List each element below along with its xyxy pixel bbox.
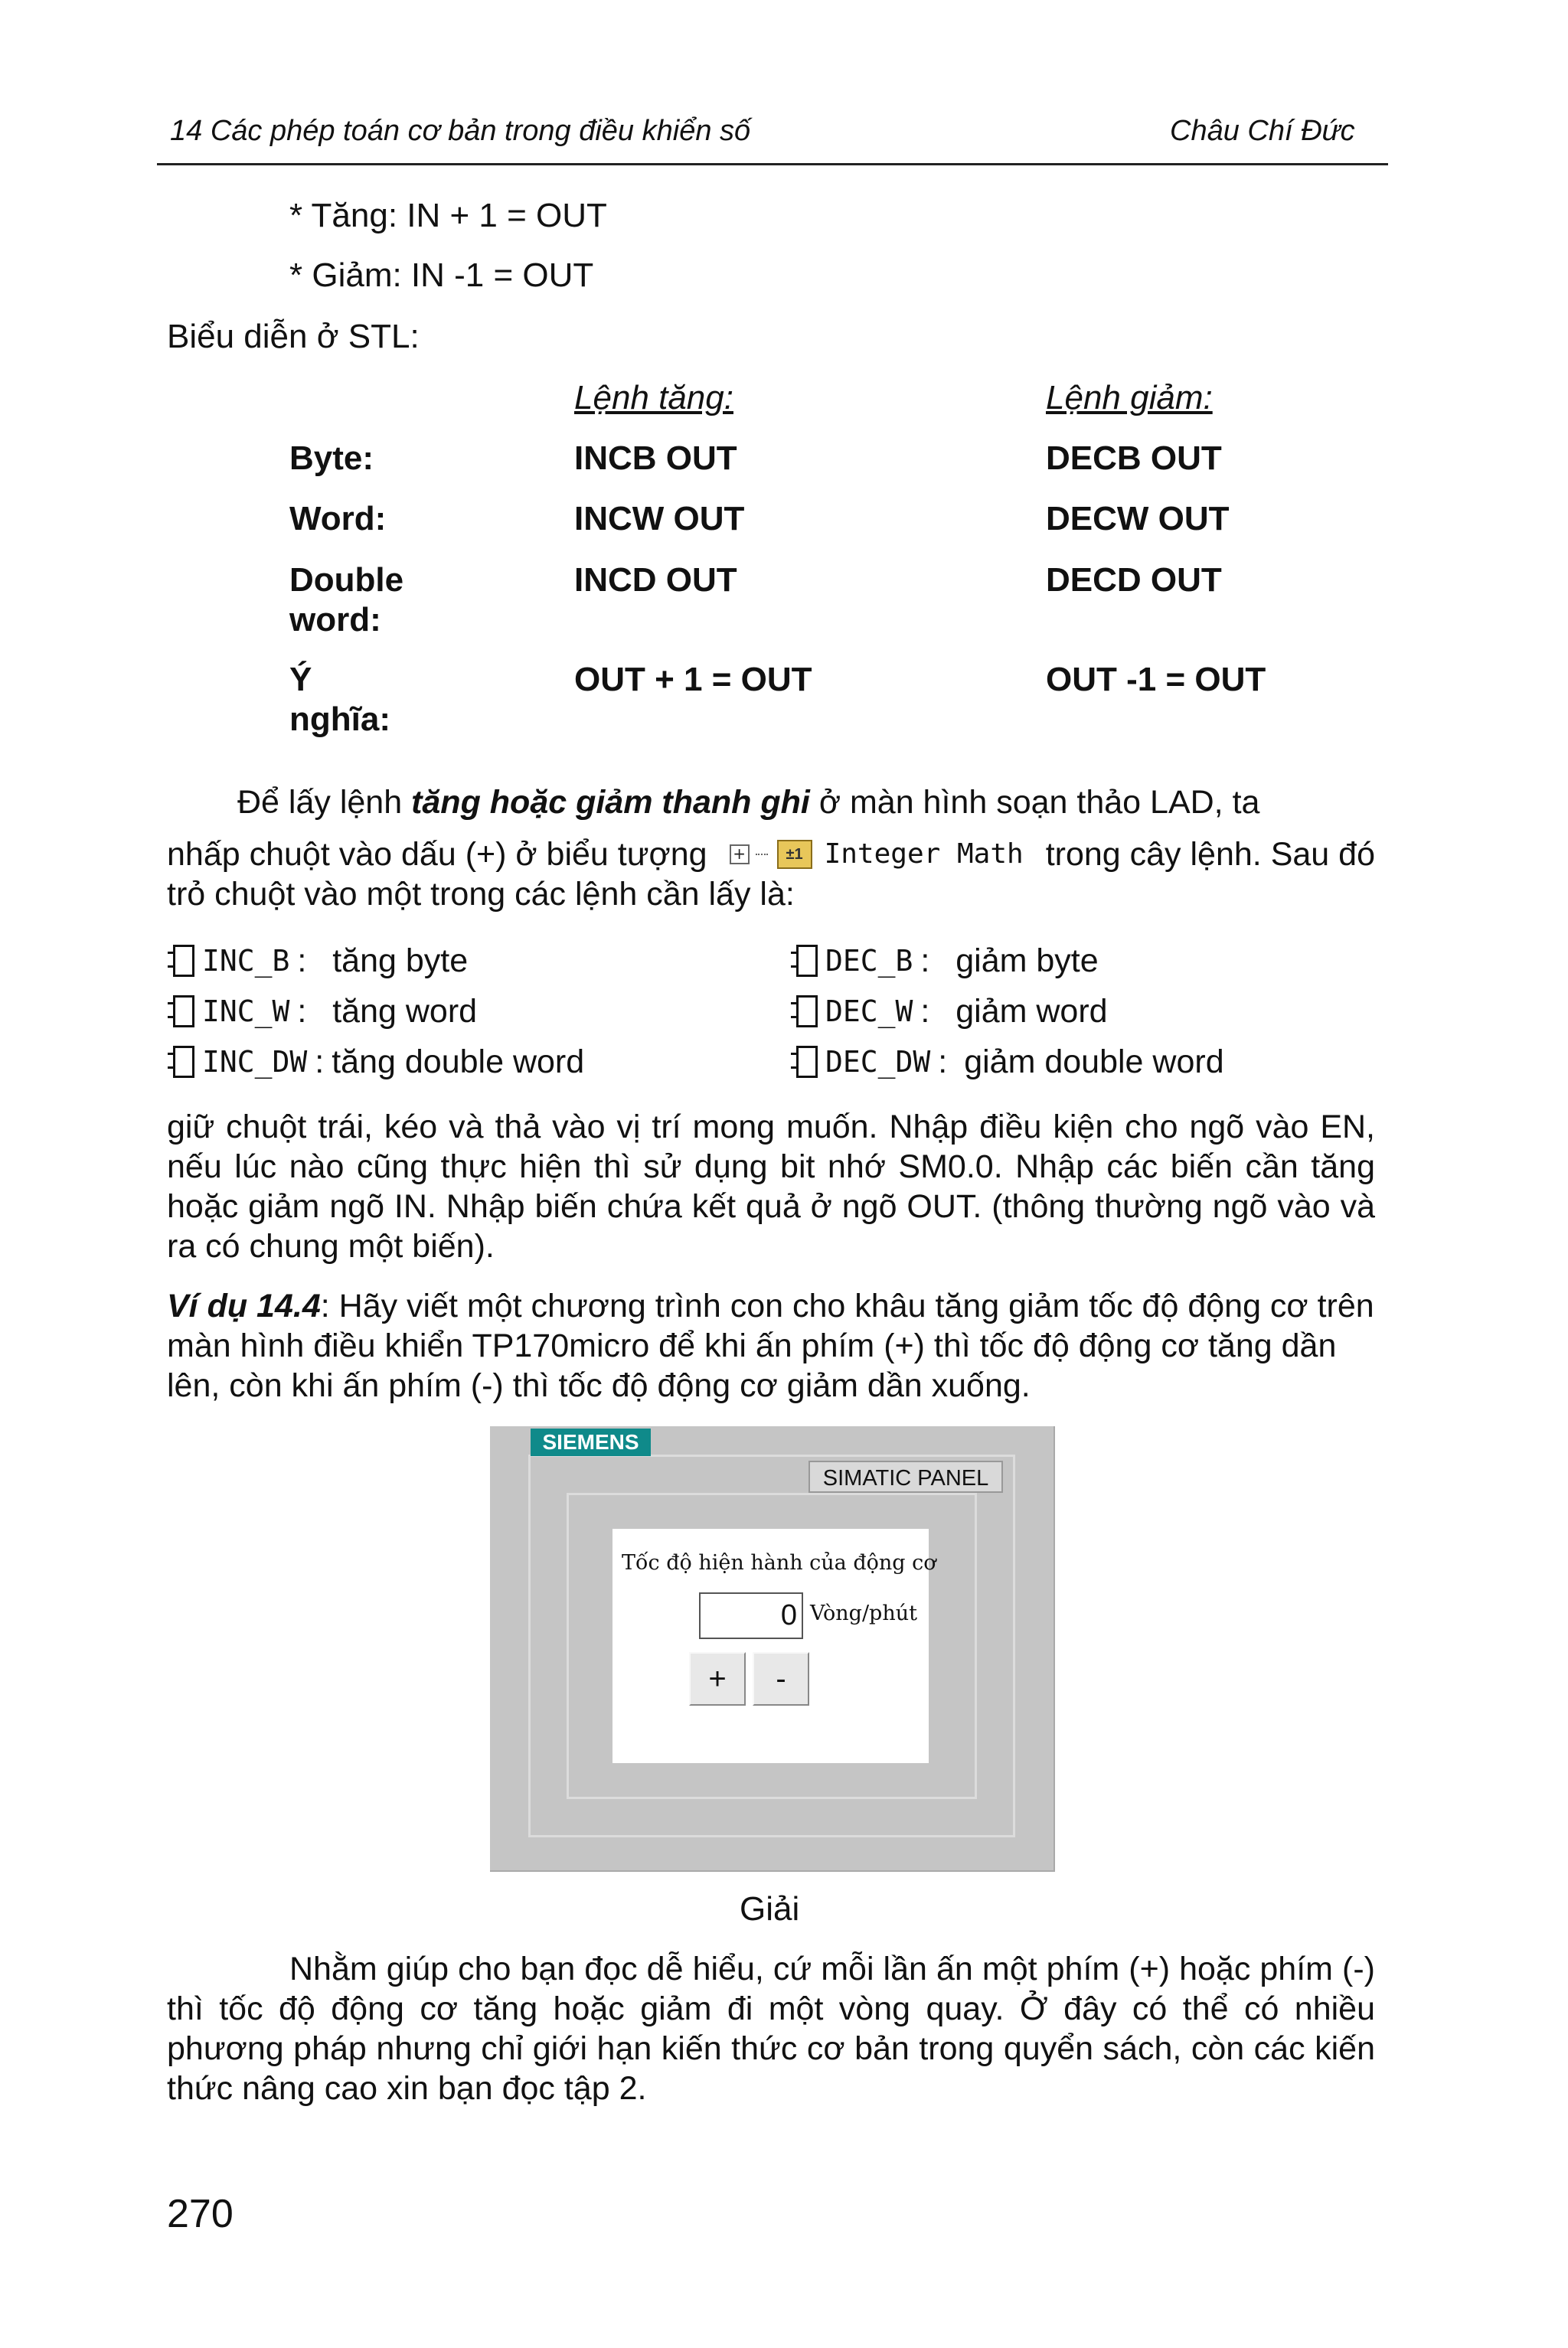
stl-row-label: Word:	[289, 500, 387, 537]
block-icon	[796, 1046, 818, 1078]
instruction-item[interactable]: DEC_B : giảm byte	[796, 936, 1224, 986]
block-icon	[173, 995, 194, 1027]
paragraph-usage: giữ chuột trái, kéo và thả vào vị trí mong muốn. Nhập điều kiện cho ngõ vào EN, nếu lúc nào cũng thực hiện thì sử dụng bit nhớ SM0.0. Nhập các biến cần tăng hoặc giảm ngõ IN. Nhập biến chứa kết quả ở ngõ OUT. (thông thường ngõ vào và ra có chung một biến).	[167, 1109, 1375, 1265]
stl-row-inc: INCW OUT	[574, 500, 745, 537]
paragraph-intro-line3: trỏ chuột vào một trong các lệnh cần lấy là:	[167, 876, 795, 913]
stl-row-inc: INCD OUT	[574, 561, 737, 599]
speed-value-field[interactable]: 0	[699, 1592, 803, 1639]
block-icon	[796, 945, 818, 977]
paragraph-intro-line2: nhấp chuột vào dấu (+) ở biểu tượng + ±1 Integer Math trong cây lệnh. Sau đó	[167, 836, 1375, 873]
paragraph-intro-line1: Để lấy lệnh tăng hoặc giảm thanh ghi ở màn hình soạn thảo LAD, ta	[237, 784, 1260, 821]
running-header-author: Châu Chí Đức	[1170, 115, 1355, 147]
siemens-logo: SIEMENS	[531, 1429, 651, 1456]
expand-plus-icon[interactable]: +	[730, 844, 750, 864]
stl-row-label-cont: word:	[289, 601, 381, 638]
increase-button[interactable]: +	[689, 1652, 746, 1706]
formula-decrement: * Giảm: IN -1 = OUT	[289, 256, 594, 294]
page-number: 270	[167, 2192, 234, 2236]
example-label: Ví dụ 14.4	[167, 1288, 321, 1324]
example-paragraph: Ví dụ 14.4: Hãy viết một chương trình con cho khâu tăng giảm tốc độ động cơ trên màn hình điều khiển TP170micro để khi ấn phím (+) thì tốc độ động cơ tăng dần lên, còn khi ấn phím (-) thì tốc độ động cơ giảm dần xuống.	[167, 1288, 1374, 1404]
stl-row-dec: DECD OUT	[1046, 561, 1222, 599]
instruction-list-dec	[796, 936, 1224, 1087]
running-header-title: 14 Các phép toán cơ bản trong điều khiển số	[170, 115, 751, 147]
decrease-button[interactable]: -	[753, 1652, 809, 1706]
solution-title: Giải	[740, 1890, 800, 1928]
formula-increment: * Tăng: IN + 1 = OUT	[289, 197, 607, 234]
stl-intro: Biểu diễn ở STL:	[167, 318, 420, 355]
block-icon	[173, 945, 194, 977]
instruction-list-inc	[173, 936, 584, 1087]
instruction-item[interactable]: INC_B : tăng byte	[173, 936, 584, 986]
stl-row-label: Ý	[289, 661, 312, 698]
instruction-item[interactable]: INC_DW : tăng double word	[173, 1037, 584, 1087]
stl-row-dec: DECB OUT	[1046, 439, 1222, 477]
stl-col-dec: Lệnh giảm:	[1046, 379, 1213, 416]
instruction-item[interactable]: DEC_DW : giảm double word	[796, 1037, 1224, 1087]
integer-math-tree-node[interactable]: + ±1 Integer Math	[730, 834, 1024, 874]
folder-icon: ±1	[777, 840, 812, 869]
panel-title: SIMATIC PANEL	[808, 1461, 1003, 1493]
stl-row-dec: OUT -1 = OUT	[1046, 661, 1266, 698]
block-icon	[173, 1046, 194, 1078]
paragraph-solution: Nhằm giúp cho bạn đọc dễ hiểu, cứ mỗi lần ấn một phím (+) hoặc phím (-) thì tốc độ động cơ tăng hoặc giảm đi một vòng quay. Ở đây có thể có nhiều phương pháp nhưng chỉ giới hạn kiến thức cơ bản trong quyển sách, còn các kiến thức nâng cao xin bạn đọc tập 2.	[167, 1951, 1375, 2107]
stl-row-inc: OUT + 1 = OUT	[574, 661, 812, 698]
speed-label: Tốc độ hiện hành của động cơ	[622, 1551, 936, 1575]
stl-row-dec: DECW OUT	[1046, 500, 1230, 537]
stl-row-inc: INCB OUT	[574, 439, 737, 477]
stl-row-label: Byte:	[289, 439, 374, 477]
instruction-item[interactable]: DEC_W : giảm word	[796, 986, 1224, 1037]
instruction-item[interactable]: INC_W : tăng word	[173, 986, 584, 1037]
stl-col-inc: Lệnh tăng:	[574, 379, 733, 416]
speed-unit: Vòng/phút	[810, 1602, 917, 1625]
header-rule	[157, 163, 1388, 165]
stl-row-label: Double	[289, 561, 404, 599]
block-icon	[796, 995, 818, 1027]
stl-row-label-cont: nghĩa:	[289, 700, 390, 738]
